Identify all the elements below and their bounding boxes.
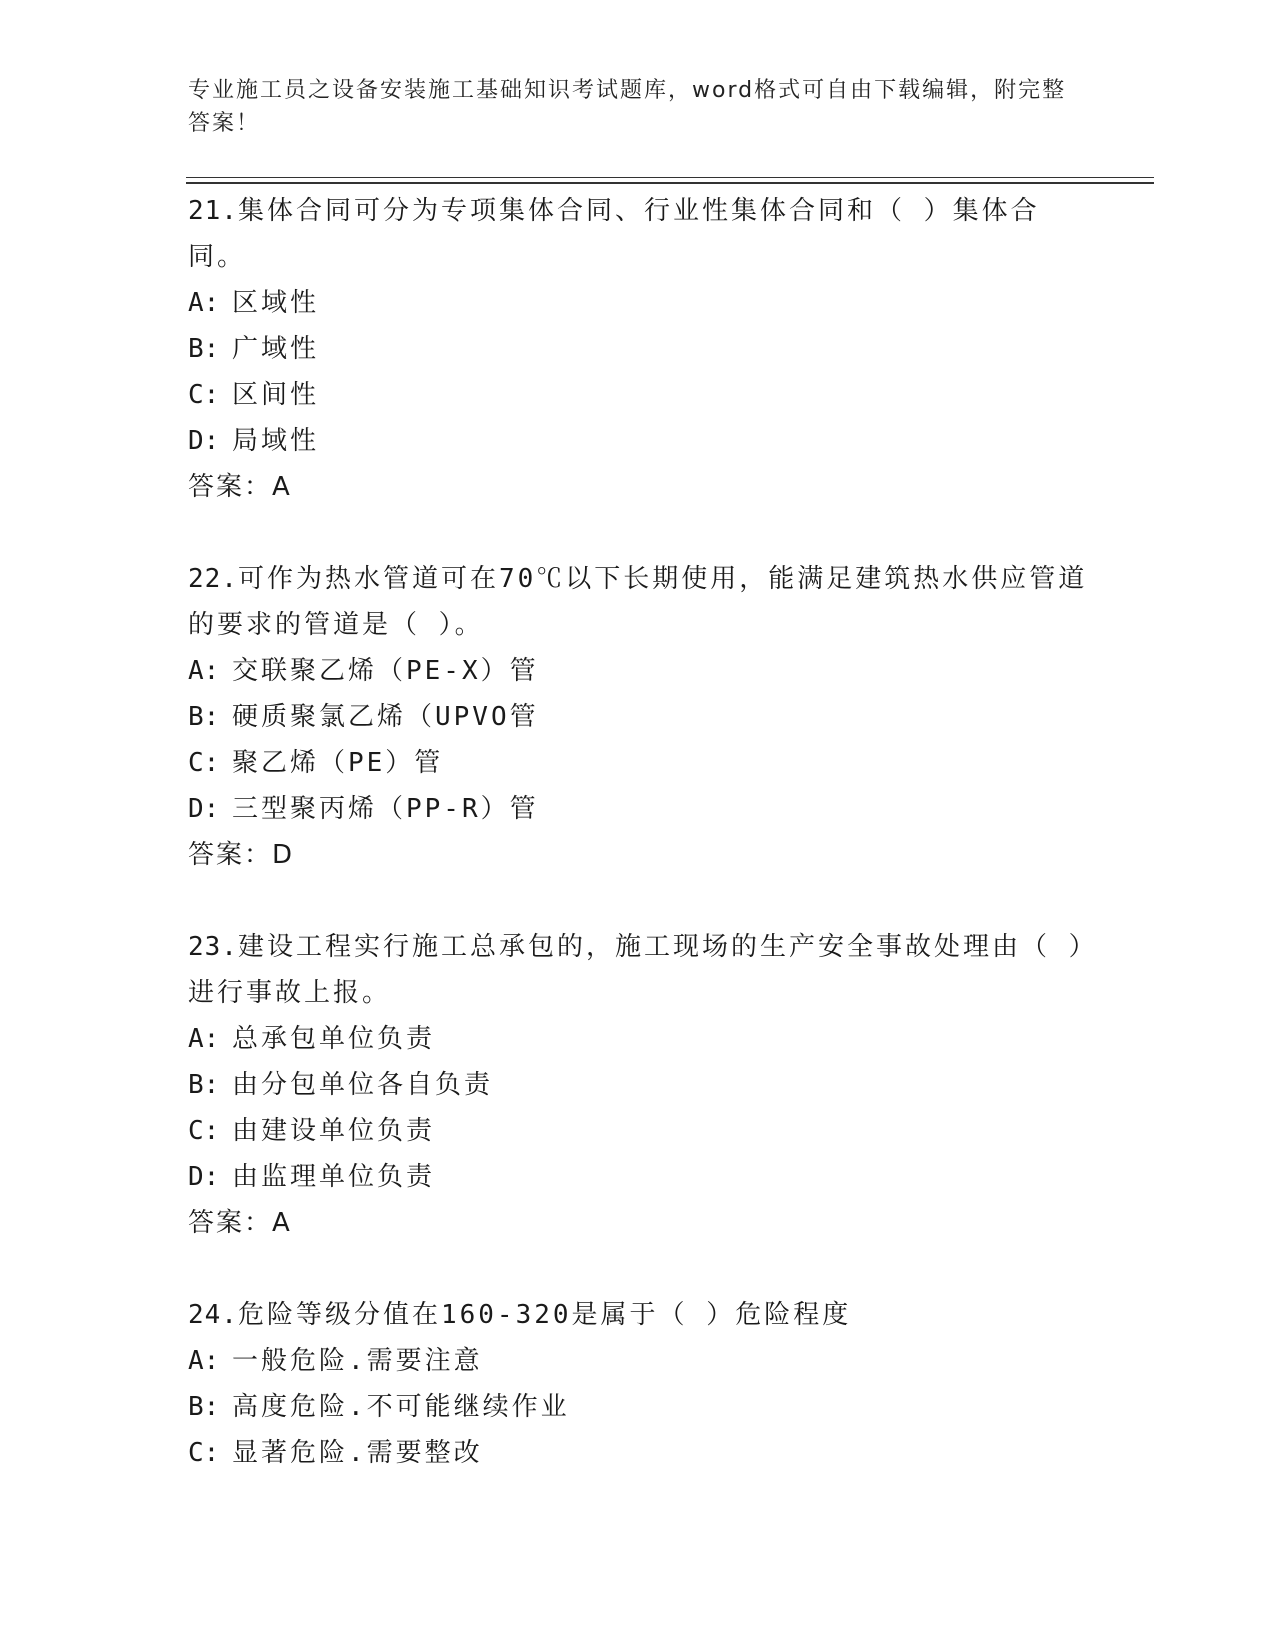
question-21 — [188, 188, 1088, 510]
option-c — [188, 1430, 1088, 1476]
option-key: A: — [188, 288, 220, 318]
question-number: 21. — [188, 196, 238, 226]
question-23 — [188, 924, 1088, 1246]
question-list — [188, 188, 1088, 1522]
question-stem — [188, 924, 1088, 1016]
option-a — [188, 1016, 1088, 1062]
option-text: 局域性 — [232, 426, 320, 456]
option-text: 区间性 — [232, 380, 320, 410]
document-header: 专业施工员之设备安装施工基础知识考试题库，word格式可自由下载编辑，附完整答案！ — [188, 78, 1067, 136]
header-divider-thin — [186, 177, 1154, 178]
option-text: 总承包单位负责 — [232, 1024, 436, 1054]
answer-line: 答案：D — [188, 840, 295, 870]
option-b — [188, 326, 1088, 372]
option-text: 硬质聚氯乙烯（UPVO管 — [232, 702, 539, 732]
option-text: 广域性 — [232, 334, 320, 364]
question-text: 集体合同可分为专项集体合同、行业性集体合同和（ ）集体合同。 — [188, 196, 1040, 272]
answer-line: 答案：A — [188, 1208, 292, 1238]
option-key: D: — [188, 426, 220, 456]
option-c — [188, 372, 1088, 418]
option-d — [188, 786, 1088, 832]
question-number: 23. — [188, 932, 238, 962]
option-key: A: — [188, 1346, 220, 1376]
option-text: 由分包单位各自负责 — [232, 1070, 494, 1100]
option-text: 显著危险.需要整改 — [232, 1438, 483, 1468]
header-divider-thick — [186, 182, 1154, 184]
option-b — [188, 694, 1088, 740]
option-key: D: — [188, 794, 220, 824]
option-key: B: — [188, 1392, 220, 1422]
answer-line: 答案：A — [188, 472, 292, 502]
option-text: 区域性 — [232, 288, 320, 318]
option-a — [188, 648, 1088, 694]
option-key: D: — [188, 1162, 220, 1192]
option-text: 一般危险.需要注意 — [232, 1346, 483, 1376]
option-c — [188, 740, 1088, 786]
option-d — [188, 418, 1088, 464]
option-key: C: — [188, 748, 220, 778]
question-stem — [188, 556, 1088, 648]
option-key: A: — [188, 1024, 220, 1054]
question-stem — [188, 1292, 1088, 1338]
option-b — [188, 1062, 1088, 1108]
option-key: A: — [188, 656, 220, 686]
option-key: B: — [188, 1070, 220, 1100]
option-key: C: — [188, 1116, 220, 1146]
option-text: 交联聚乙烯（PE-X）管 — [232, 656, 539, 686]
option-key: B: — [188, 334, 220, 364]
option-key: B: — [188, 702, 220, 732]
option-a — [188, 280, 1088, 326]
option-c — [188, 1108, 1088, 1154]
option-text: 由监理单位负责 — [232, 1162, 436, 1192]
option-d — [188, 1154, 1088, 1200]
question-24 — [188, 1292, 1088, 1476]
option-text: 高度危险.不可能继续作业 — [232, 1392, 570, 1422]
option-text: 由建设单位负责 — [232, 1116, 436, 1146]
option-text: 三型聚丙烯（PP-R）管 — [232, 794, 539, 824]
option-key: C: — [188, 380, 220, 410]
question-22 — [188, 556, 1088, 878]
option-key: C: — [188, 1438, 220, 1468]
option-a — [188, 1338, 1088, 1384]
question-number: 22. — [188, 564, 238, 594]
question-text: 危险等级分值在160-320是属于（ ）危险程度 — [237, 1300, 852, 1330]
question-stem — [188, 188, 1088, 280]
question-number: 24. — [188, 1300, 238, 1330]
question-text: 建设工程实行施工总承包的，施工现场的生产安全事故处理由（ ）进行事故上报。 — [188, 932, 1085, 1008]
question-text: 可作为热水管道可在70℃以下长期使用，能满足建筑热水供应管道的要求的管道是（ ）。 — [188, 564, 1088, 640]
option-b — [188, 1384, 1088, 1430]
option-text: 聚乙烯（PE）管 — [232, 748, 444, 778]
